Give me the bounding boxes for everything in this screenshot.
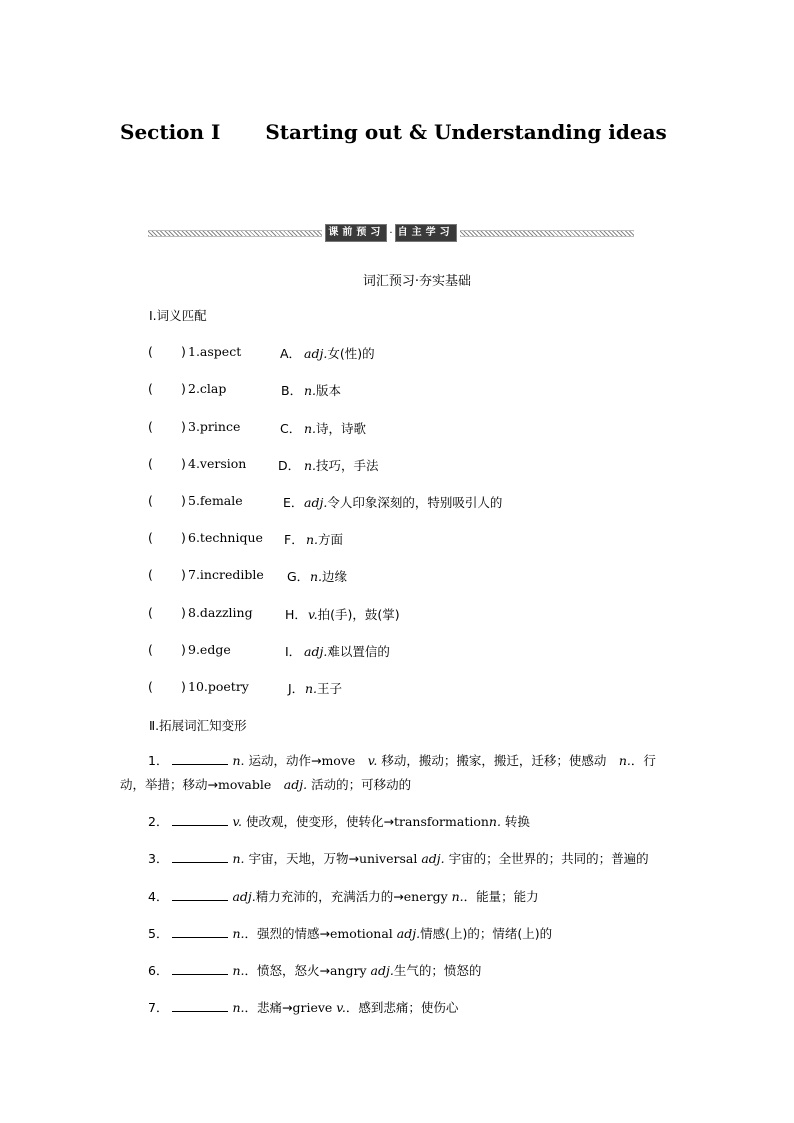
deriv-item-6: 6． n.．愤怒，怒火→angry adj.生气的；愤怒的 [148,963,482,978]
answer-blank[interactable] [172,751,228,765]
option-definition: n.方面 [306,532,344,547]
section-number: Section Ⅰ [120,120,221,144]
banner-separator: · [389,227,393,239]
answer-blank[interactable] [172,887,228,901]
match-row [0,642,794,662]
deriv-item-1-line2: 动，举措；移动→movable adj. 活动的；可移动的 [120,777,412,792]
answer-paren-open: ( [148,567,153,582]
option-letter: G． [287,569,310,584]
answer-paren-open: ( [148,679,153,694]
match-word: 8.dazzling [188,605,253,620]
answer-paren-close: ) [181,679,186,694]
answer-blank[interactable] [172,998,228,1012]
match-word: 4.version [188,456,247,471]
section-subtitle: Starting out & Understanding ideas [265,120,667,144]
vocab-heading: 词汇预习·夯实基础 [362,274,472,289]
answer-paren-open: ( [148,642,153,657]
option-letter: D． [278,458,301,473]
option-definition: n.边缘 [310,569,348,584]
option-definition: n.诗，诗歌 [304,421,367,436]
answer-paren-close: ) [181,605,186,620]
option-letter: H． [285,607,307,622]
answer-paren-close: ) [181,493,186,508]
answer-paren-open: ( [148,493,153,508]
match-word: 7.incredible [188,567,264,582]
answer-paren-close: ) [181,381,186,396]
option-letter: E． [283,495,304,510]
match-row [0,493,794,513]
answer-blank[interactable] [172,924,228,938]
part1-title: Ⅰ.词义匹配 [149,308,207,323]
match-word: 1.aspect [188,344,242,359]
match-row [0,567,794,587]
match-row [0,344,794,364]
answer-paren-close: ) [181,419,186,434]
answer-blank[interactable] [172,849,228,863]
answer-paren-close: ) [181,642,186,657]
answer-paren-open: ( [148,456,153,471]
answer-paren-open: ( [148,381,153,396]
option-definition: adj.女(性)的 [304,346,375,361]
option-letter: J． [288,681,305,696]
answer-paren-close: ) [181,567,186,582]
deriv-item-4: 4． adj.精力充沛的，充满活力的→energy n.．能量；能力 [148,889,539,904]
match-word: 6.technique [188,530,263,545]
answer-paren-open: ( [148,530,153,545]
option-definition: n.王子 [305,681,343,696]
page-title [120,120,667,144]
answer-paren-open: ( [148,344,153,359]
match-row [0,679,794,699]
deriv-item-2: 2． v. 使改观，使变形，使转化→transformationn. 转换 [148,814,530,829]
deriv-item-3: 3． n. 宇宙，天地，万物→universal adj. 宇宙的；全世界的；共同的；普遍的 [148,851,649,866]
option-definition: adj.令人印象深刻的，特别吸引人的 [304,495,503,510]
option-definition: adj.难以置信的 [304,644,390,659]
match-row [0,530,794,550]
section-banner [148,224,634,242]
option-definition: n.版本 [304,383,342,398]
answer-paren-open: ( [148,419,153,434]
option-letter: C． [280,421,302,436]
part2-title: Ⅱ.拓展词汇知变形 [149,718,247,733]
deriv-item-5: 5． n.．强烈的情感→emotional adj.情感(上)的；情绪(上)的 [148,926,553,941]
match-row [0,605,794,625]
answer-blank[interactable] [172,812,228,826]
answer-paren-open: ( [148,605,153,620]
answer-blank[interactable] [172,961,228,975]
option-definition: v.拍(手)，鼓(掌) [308,607,400,622]
banner-hatch-right [460,230,634,237]
match-word: 3.prince [188,419,241,434]
deriv-item-7: 7． n.．悲痛→grieve v.．感到悲痛；使伤心 [148,1000,459,1015]
banner-hatch-left [148,230,322,237]
match-word: 5.female [188,493,243,508]
option-letter: F． [284,532,304,547]
option-definition: n.技巧，手法 [304,458,379,473]
banner-badge-preview: 课前预习 [325,224,387,242]
match-word: 9.edge [188,642,231,657]
option-letter: B． [281,383,303,398]
banner-badges [325,224,456,242]
match-row [0,456,794,476]
banner-badge-selfstudy: 自主学习 [395,224,457,242]
option-letter: A． [280,346,302,361]
answer-paren-close: ) [181,456,186,471]
match-row [0,381,794,401]
match-word: 2.clap [188,381,227,396]
match-row [0,419,794,439]
match-word: 10.poetry [188,679,249,694]
answer-paren-close: ) [181,530,186,545]
option-letter: I． [285,644,302,659]
deriv-item-1-line1: 1． n. 运动，动作→move v. 移动，搬动；搬家，搬迁，迁移；使感动 n.．行 [148,753,656,768]
answer-paren-close: ) [181,344,186,359]
